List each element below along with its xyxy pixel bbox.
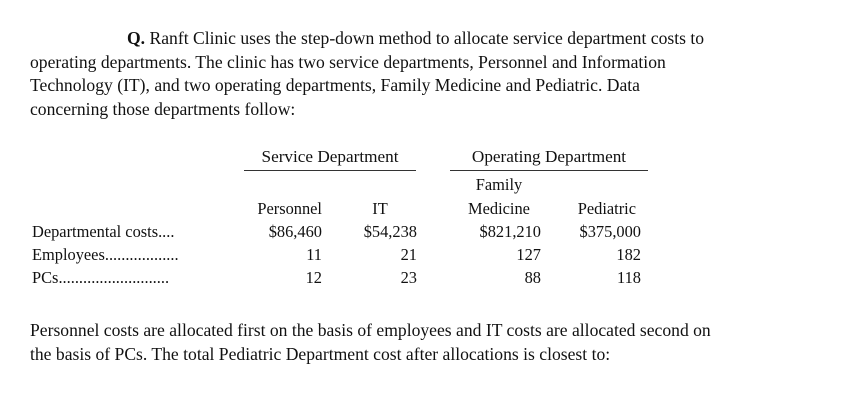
cell-it-costs: $54,238 bbox=[363, 222, 417, 241]
column-header-personnel: Personnel bbox=[257, 199, 322, 218]
row-label-departmental-costs bbox=[32, 222, 174, 242]
followup-line-1: Personnel costs are allocated first on the basis of employees and IT costs are allocated second on bbox=[30, 320, 711, 340]
question-line-2: operating departments. The clinic has two service departments, Personnel and Information bbox=[30, 51, 666, 72]
followup-line-2: the basis of PCs. The total Pediatric Department cost after allocations is closest to: bbox=[30, 343, 611, 364]
column-header-family-line2: Medicine bbox=[468, 199, 530, 218]
column-header-it: IT bbox=[372, 199, 388, 218]
row-leader-dots: ........................... bbox=[58, 268, 170, 287]
row-label-pcs bbox=[32, 268, 169, 288]
question-line-1-text: Ranft Clinic uses the step-down method to allocate service department costs to bbox=[145, 28, 705, 48]
question-label: Q. bbox=[127, 28, 146, 48]
cell-personnel-employees: 11 bbox=[306, 245, 322, 264]
operating-department-rule bbox=[450, 170, 648, 171]
cell-family-employees: 127 bbox=[516, 245, 541, 264]
row-label-departmental-costs-text: Departmental costs bbox=[32, 222, 159, 241]
cell-personnel-pcs: 12 bbox=[305, 268, 322, 287]
cell-pediatric-employees: 182 bbox=[616, 245, 641, 264]
operating-department-header: Operating Department bbox=[471, 147, 627, 166]
row-label-employees-text: Employees bbox=[32, 245, 105, 264]
service-department-rule bbox=[244, 170, 416, 171]
cell-pediatric-pcs: 118 bbox=[617, 268, 641, 287]
row-label-pcs-text: PCs bbox=[32, 268, 59, 287]
cell-family-pcs: 88 bbox=[524, 268, 541, 287]
cell-family-costs: $821,210 bbox=[479, 222, 541, 241]
cell-it-pcs: 23 bbox=[400, 268, 417, 287]
cell-personnel-costs: $86,460 bbox=[268, 222, 322, 241]
row-leader-dots: .................. bbox=[104, 245, 179, 264]
row-label-employees bbox=[32, 245, 179, 265]
row-leader-dots: .... bbox=[158, 222, 175, 241]
question-line-3: Technology (IT), and two operating departments, Family Medicine and Pediatric. Data bbox=[30, 75, 640, 95]
question-line-4: concerning those departments follow: bbox=[30, 98, 296, 119]
column-header-pediatric: Pediatric bbox=[577, 199, 636, 218]
column-header-family-line1: Family bbox=[475, 175, 523, 194]
cell-pediatric-costs: $375,000 bbox=[579, 222, 641, 241]
followup-text bbox=[30, 319, 830, 366]
cell-it-employees: 21 bbox=[400, 245, 417, 264]
service-department-header: Service Department bbox=[261, 147, 399, 166]
